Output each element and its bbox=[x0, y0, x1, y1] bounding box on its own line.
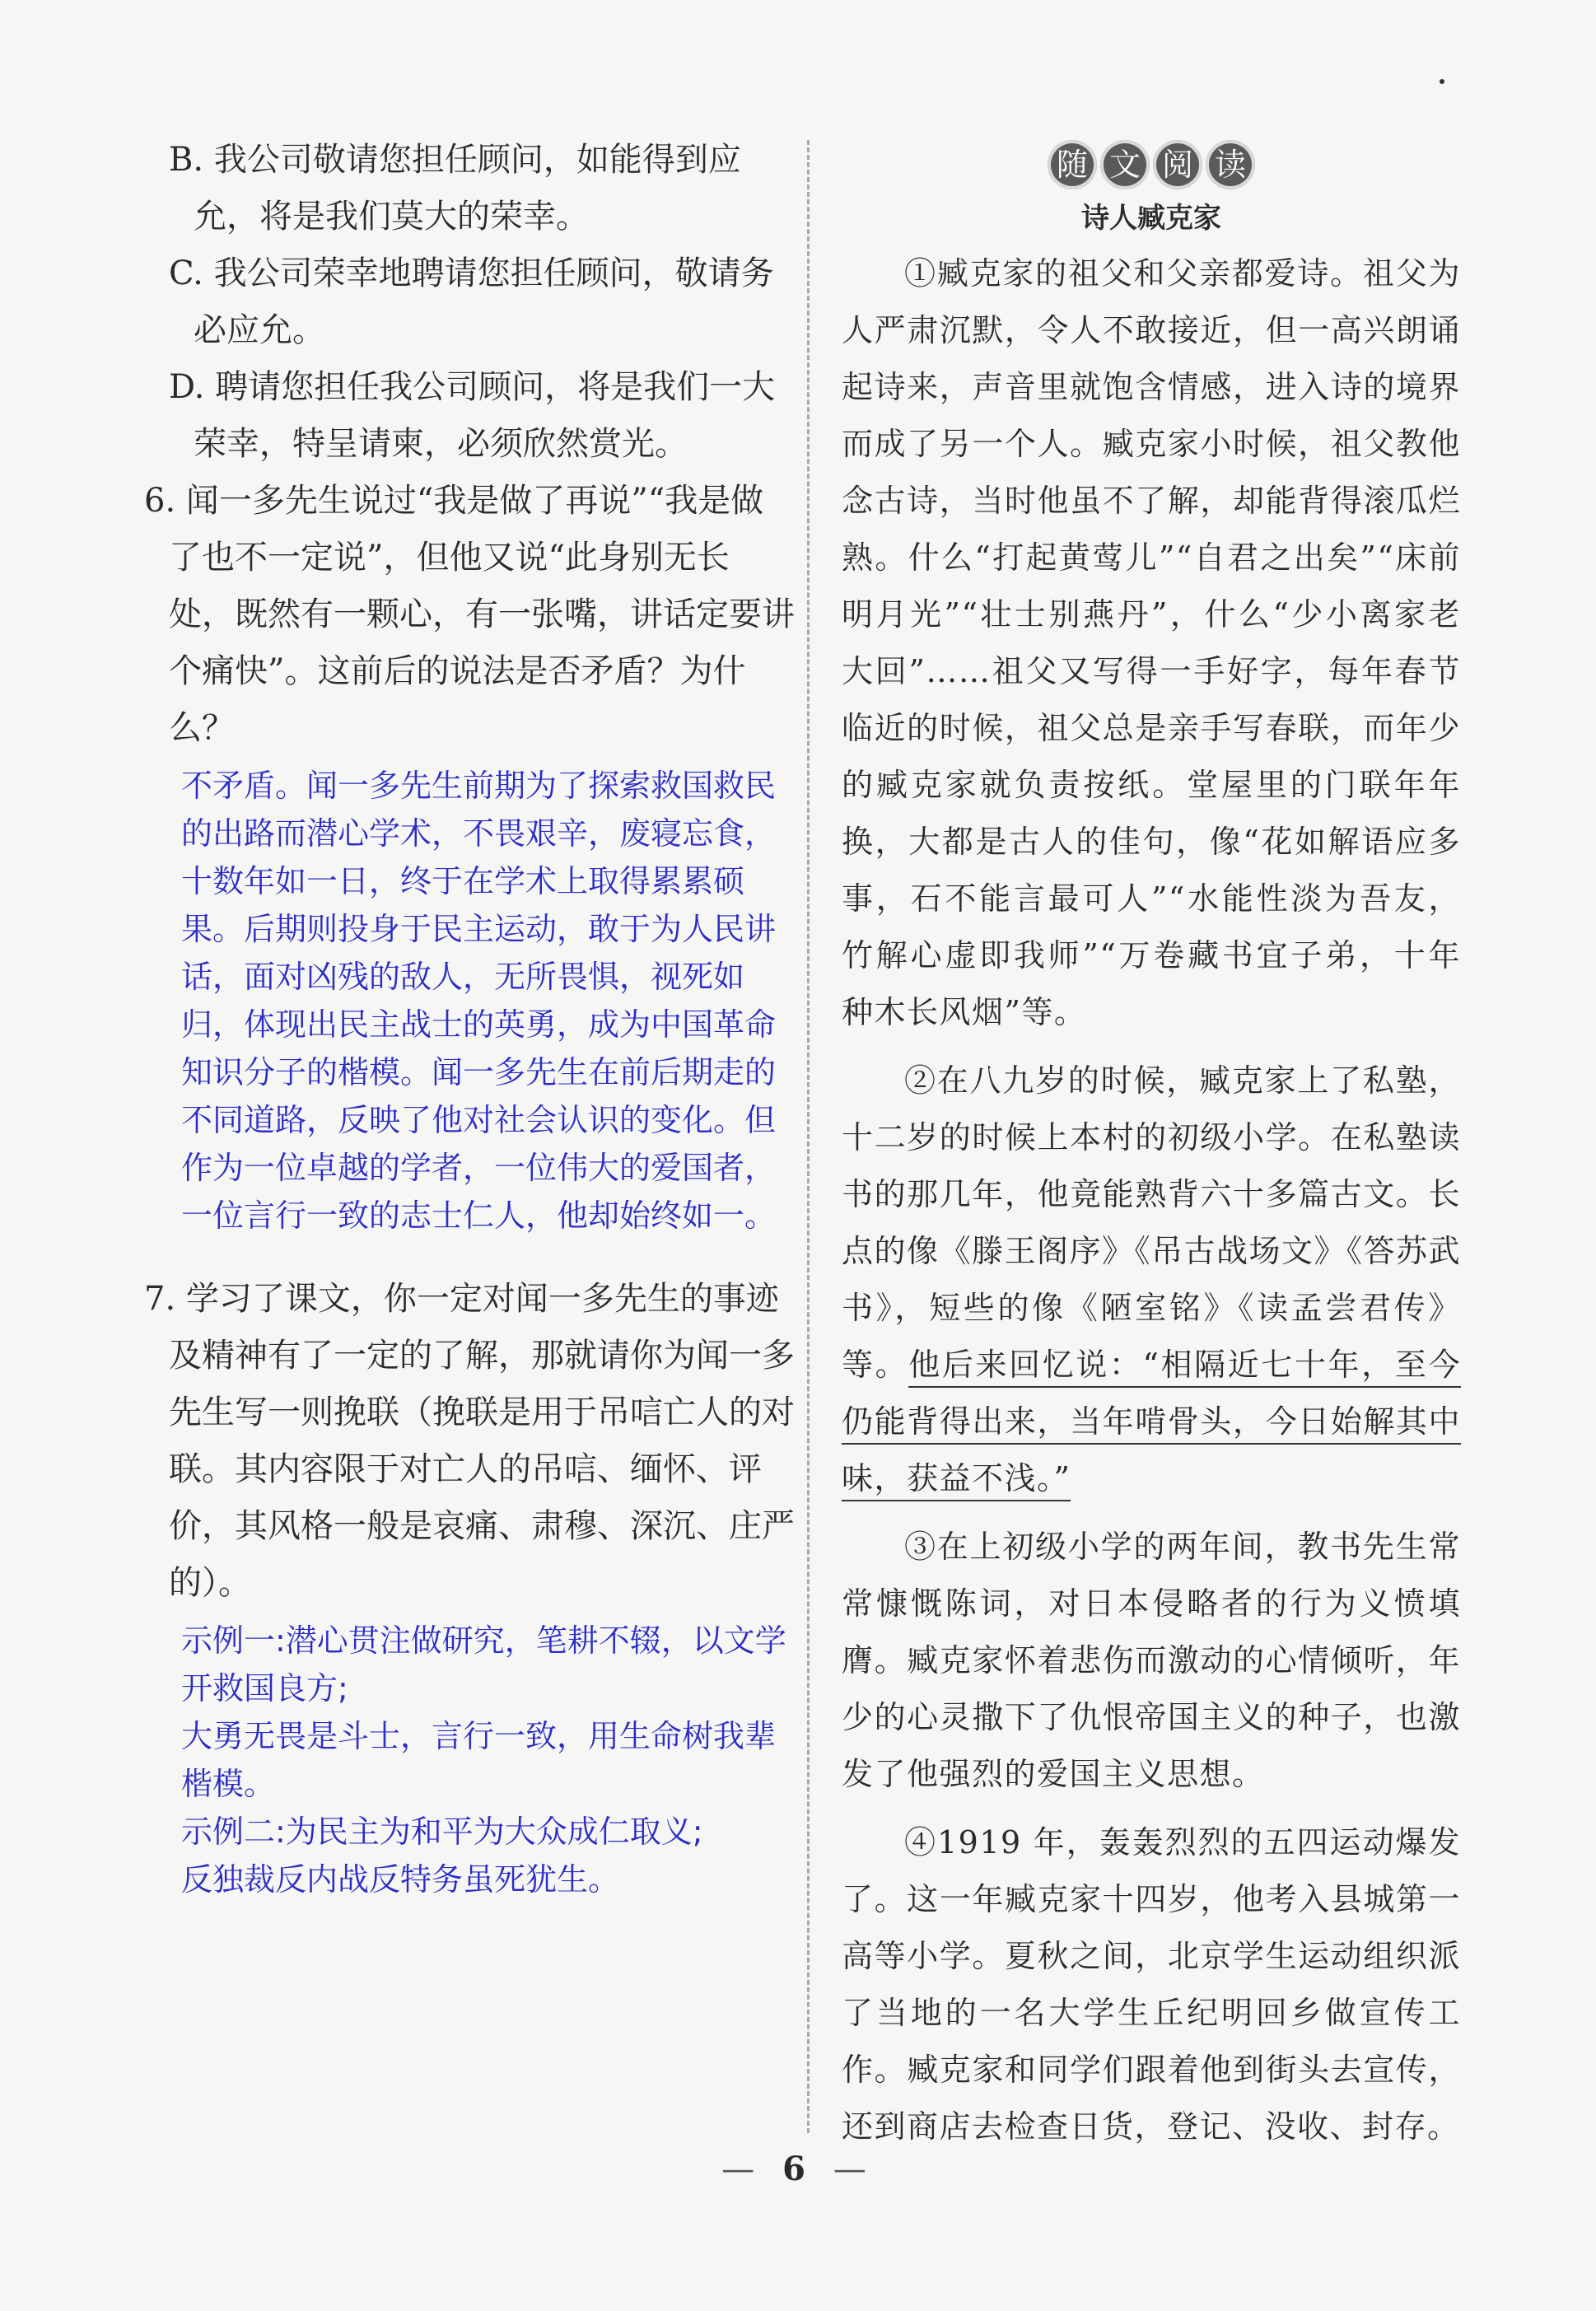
page-footer bbox=[0, 2150, 1596, 2188]
article-title: 诗人臧克家 bbox=[1081, 202, 1221, 235]
page-number: 6 bbox=[782, 2150, 814, 2188]
banner-char-3: 阅 bbox=[1153, 140, 1202, 189]
answer-7 bbox=[181, 1617, 795, 1903]
paragraph-4: ④1919 年，轰轰烈烈的五四运动爆发了。这一年臧克家十四岁，他考入县城第一高等小学。夏秋之间，北京学生运动组织派了当地的一名大学生丘纪明回乡做宣传工作。臧克家和同学们跟着他到街头去宣传，还到商店去检查日货，登记、没收、封存。 bbox=[842, 1824, 1461, 2145]
answer-6-text: 不矛盾。闻一多先生前期为了探索救国救民的出路而潜心学术，不畏艰辛，废寝忘食，十数年如一日，终于在学术上取得累累硕果。后期则投身于民主运动，敢于为人民讲话，面对凶残的敌人，无所畏惧，视死如归，体现出民主战士的英勇，成为中国革命知识分子的楷模。闻一多先生在前后期走的不同道路，反映了他对社会认识的变化。但作为一位卓越的学者，一位伟大的爱国者，一位言行一致的志士仁人，他却始终如一。 bbox=[181, 768, 777, 1234]
answer-7-line-4: 反独裁反内战反特务虽死犹生。 bbox=[181, 1861, 620, 1898]
paragraph-2 bbox=[842, 1053, 1461, 1507]
answer-7-line-3: 示例二:为民主为和平为大众成仁取义; bbox=[181, 1814, 703, 1850]
right-column bbox=[842, 132, 1461, 2155]
answer-6 bbox=[181, 762, 795, 1240]
option-b: B. 我公司敬请您担任顾问，如能得到应允，将是我们莫大的荣幸。 bbox=[169, 141, 741, 236]
footer-dash-right: — bbox=[833, 2150, 875, 2188]
question-7: 7. 学习了课文，你一定对闻一多先生的事迹及精神有了一定的了解，那就请你为闻一多先生写一则挽联（挽联是用于吊唁亡人的对联。其内容限于对亡人的吊唁、缅怀、评价，其风格一般是哀痛、肃穆、深沉、庄严的）。 bbox=[144, 1280, 795, 1602]
paragraph-3: ③在上初级小学的两年间，教书先生常常慷慨陈词，对日本侵略者的行为义愤填膺。臧克家怀着悲伤而激动的心情倾听，年少的心灵撒下了仇恨帝国主义的种子，也激发了他强烈的爱国主义思想。 bbox=[842, 1529, 1461, 1792]
paragraph-2-underlined: 他后来回忆说：“相隔近七十年，至今仍能背得出来，当年啃骨头，今日始解其中味，获益不浅。” bbox=[842, 1347, 1461, 1501]
paragraph-2-text: ②在八九岁的时候，臧克家上了私塾，十二岁的时候上本村的初级小学。在私塾读书的那几年，他竟能熟背六十多篇古文。长点的像《滕王阁序》《吊古战场文》《答苏武书》，短些的像《陋室铭》《读孟尝君传》等。 bbox=[842, 1062, 1462, 1383]
option-d: D. 聘请您担任我公司顾问，将是我们一大荣幸，特呈请柬，必须欣然赏光。 bbox=[169, 368, 776, 463]
paragraph-1: ①臧克家的祖父和父亲都爱诗。祖父为人严肃沉默，令人不敢接近，但一高兴朗诵起诗来，声音里就饱含情感，进入诗的境界而成了另一个人。臧克家小时候，祖父教他念古诗，当时他虽不了解，却能背得滚瓜烂熟。什么“打起黄莺儿”“自君之出矣”“床前明月光”“壮士别燕丹”，什么“少小离家老大回”……祖父又写得一手好字，每年春节临近的时候，祖父总是亲手写春联，而年少的臧克家就负责按纸。堂屋里的门联年年换，大都是古人的佳句，像“花如解语应多事，石不能言最可人”“水能性淡为吾友，竹解心虚即我师”“万卷藏书宜子弟，十年种木长风烟”等。 bbox=[842, 255, 1461, 1030]
banner-char-1: 随 bbox=[1048, 140, 1097, 189]
banner-char-4: 读 bbox=[1206, 140, 1255, 189]
option-c: C. 我公司荣幸地聘请您担任顾问，敬请务必应允。 bbox=[169, 254, 774, 349]
corner-mark bbox=[1440, 79, 1444, 84]
column-divider bbox=[807, 140, 810, 2133]
footer-dash-left: — bbox=[721, 2150, 763, 2188]
banner-char-2: 文 bbox=[1100, 140, 1150, 189]
question-6: 6. 闻一多先生说过“我是做了再说”“我是做了也不一定说”，但他又说“此身别无长处，既然有一颗心，有一张嘴，讲话定要讲个痛快”。这前后的说法是否矛盾？为什么？ bbox=[144, 482, 795, 747]
answer-7-line-1: 示例一:潜心贯注做研究，笔耕不辍，以文学开救国良方; bbox=[181, 1622, 786, 1706]
answer-7-line-2: 大勇无畏是斗士，言行一致，用生命树我辈楷模。 bbox=[181, 1718, 777, 1802]
section-banner bbox=[842, 140, 1461, 189]
left-column bbox=[144, 132, 795, 1903]
